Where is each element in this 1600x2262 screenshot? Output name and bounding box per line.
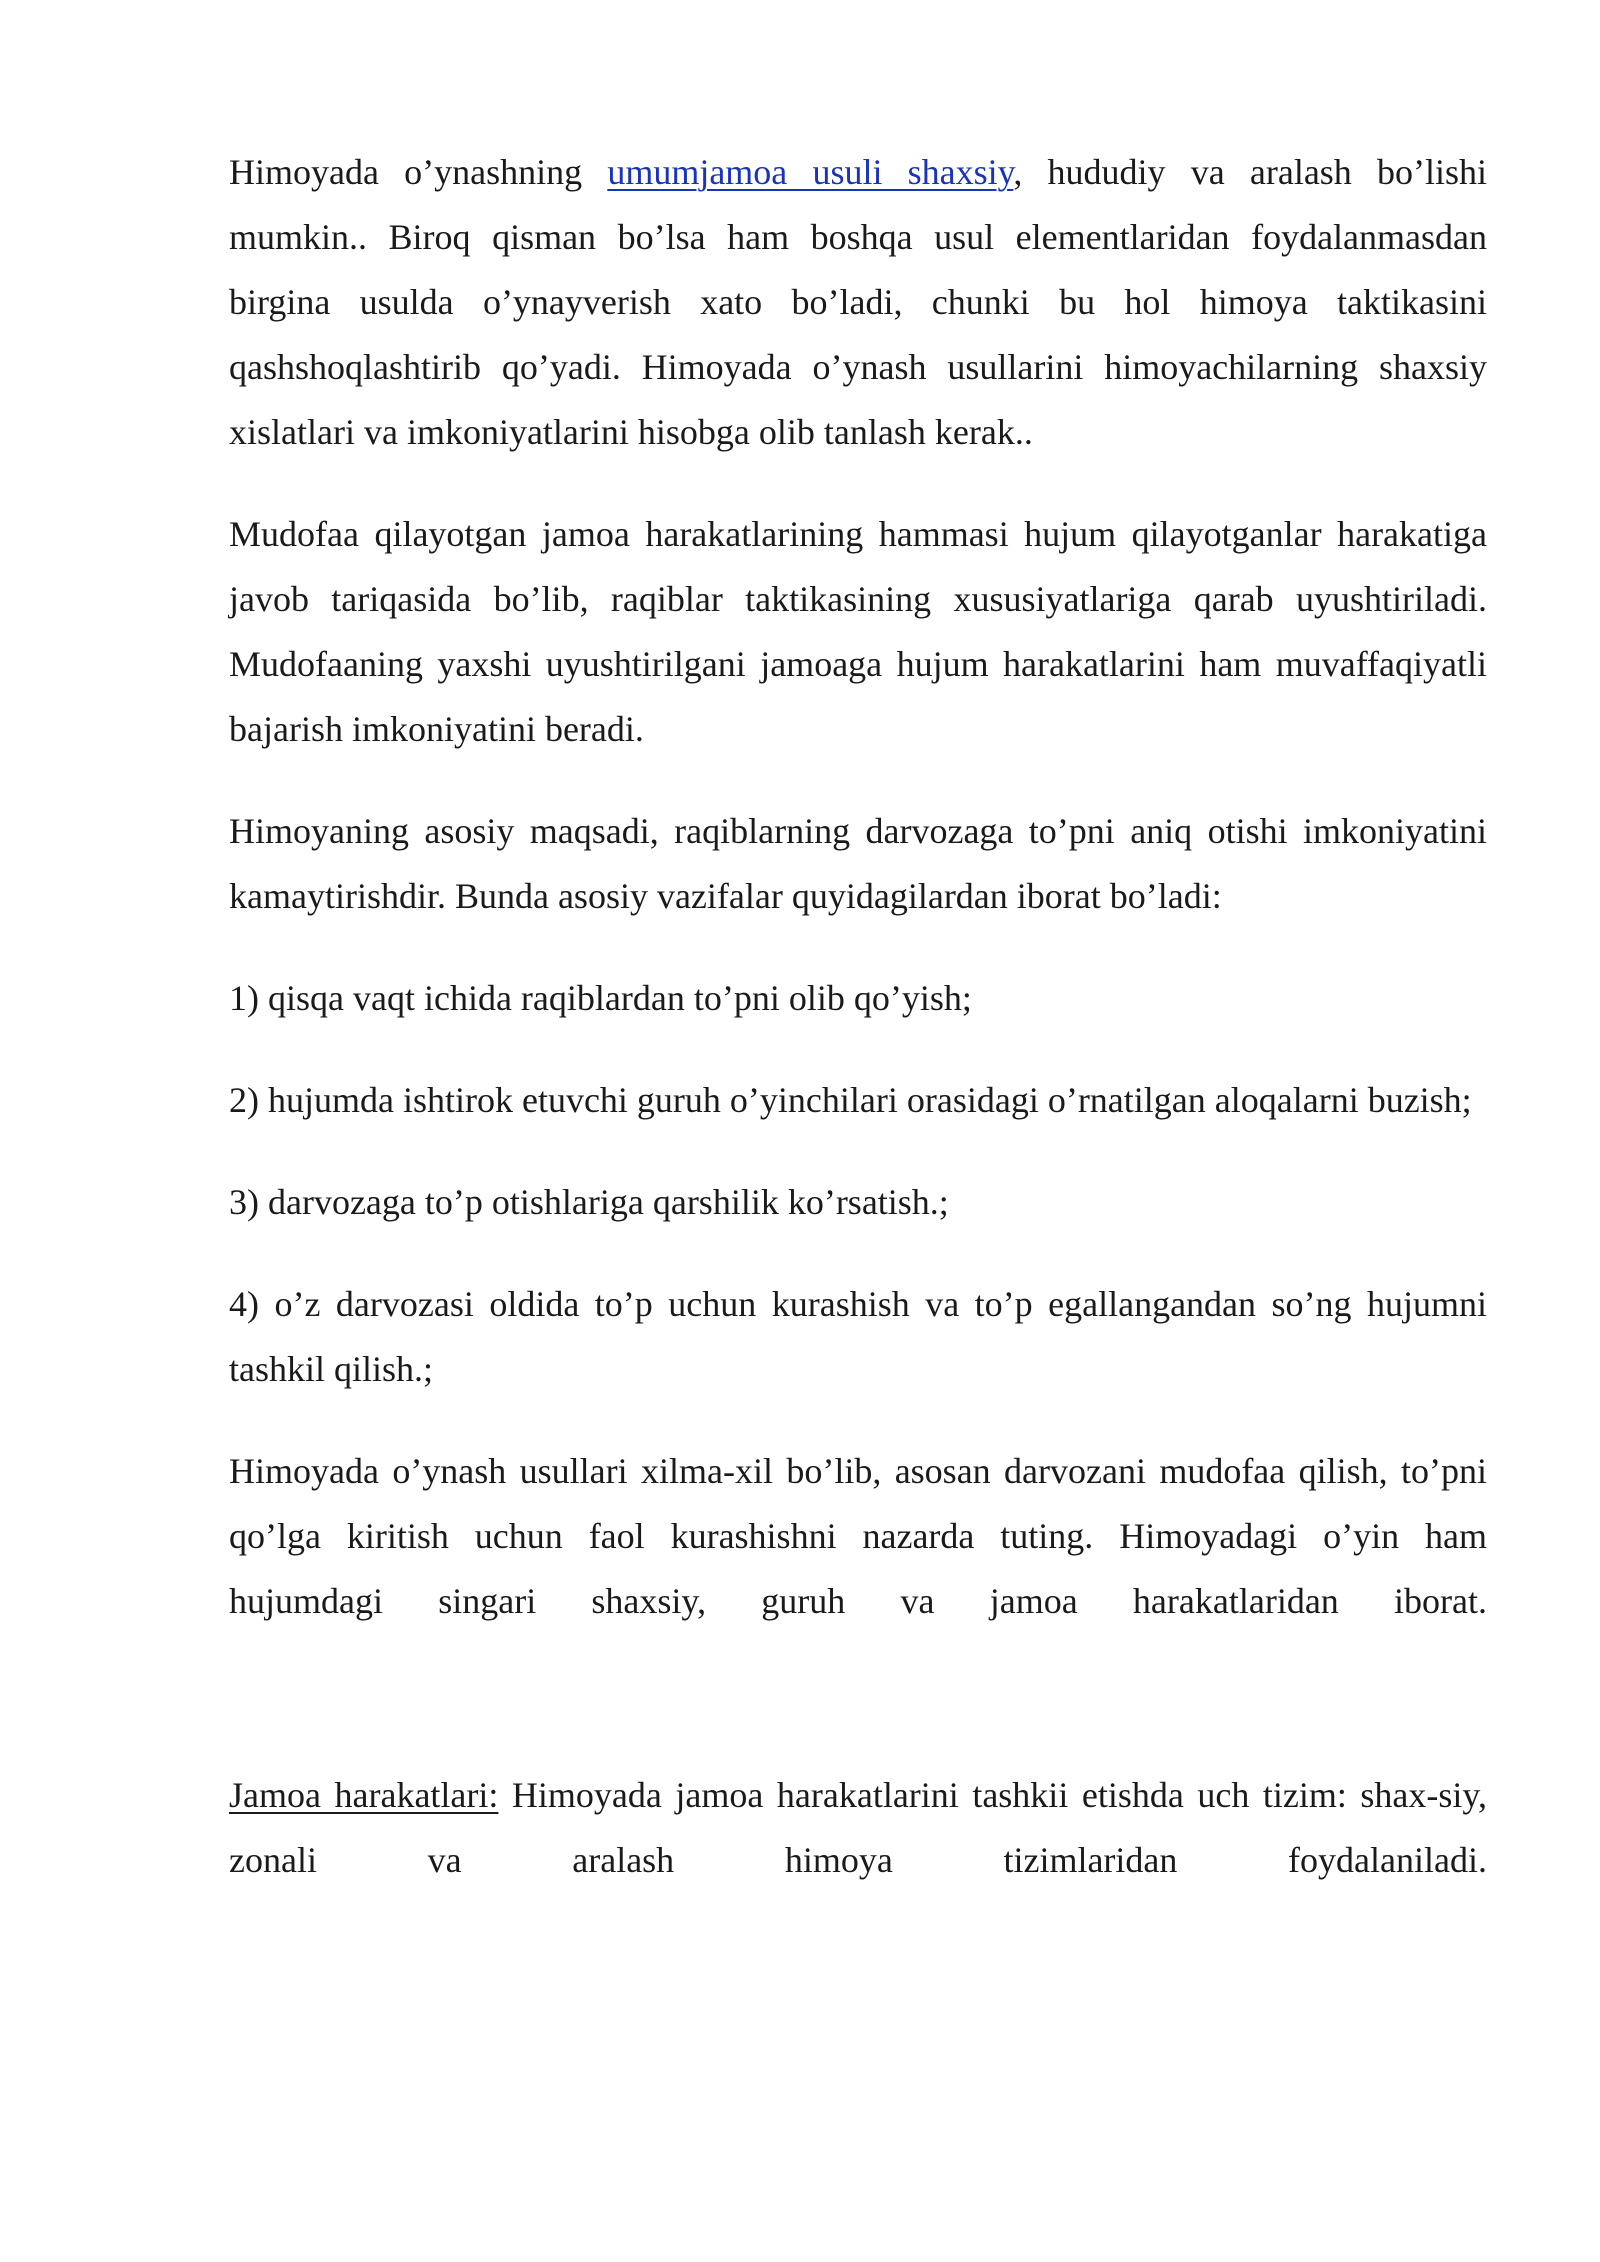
jamoa-harakatlari-heading: Jamoa harakatlari: — [229, 1775, 499, 1815]
paragraph-5 — [229, 1763, 1487, 1958]
paragraph-2: Mudofaa qilayotgan jamoa harakatlarining hammasi hujum qilayotganlar harakatiga javob tariqasida bo’lib, raqiblar taktikasining xususiyatlariga qarab uyushtiriladi. Mudofaaning yaxshi uyushtirilgani jamoaga hujum harakatlarini ham muvaffaqiyatli bajarish imkoniyatini beradi. — [229, 514, 1487, 749]
umumjamoa-usuli-link[interactable]: umumjamoa usuli shaxsiy — [607, 152, 1014, 192]
paragraph-3: Himoyaning asosiy maqsadi, raqiblarning darvozaga to’pni aniq otishi imkoniyatini kamaytirishdir. Bunda asosiy vazifalar quyidagilardan iborat bo’ladi: — [229, 811, 1487, 916]
paragraph-5-text: Himoyada jamoa harakatlarini tashkii etishda uch tizim: shax-siy, zonali va aralash himoya tizimlaridan foydalaniladi. — [229, 1775, 1488, 1880]
paragraph-4: Himoyada o’ynash usullari xilma-xil bo’lib, asosan darvozani mudofaa qilish, to’pni qo’lga kiritish uchun faol kurashishni nazarda tuting. Himoyadagi o’yin ham hujumdagi singari shaxsiy, guruh va jamoa harakatlaridan iborat. — [229, 1451, 1487, 1621]
list-item-3: 3) darvozaga to’p otishlariga qarshilik ko’rsatish.; — [229, 1182, 949, 1222]
document-page — [229, 140, 1487, 1995]
list-item-1: 1) qisqa vaqt ichida raqiblardan to’pni olib qo’yish; — [229, 978, 972, 1018]
paragraph-1 — [229, 140, 1487, 465]
list-item-4: 4) o’z darvozasi oldida to’p uchun kurashish va to’p egallangandan so’ng hujumni tashkil qilish.; — [229, 1284, 1487, 1389]
list-item-2: 2) hujumda ishtirok etuvchi guruh o’yinchilari orasidagi o’rnatilgan aloqalarni buzish; — [229, 1080, 1472, 1120]
paragraph-1-start: Himoyada o’ynashning — [229, 152, 608, 192]
paragraph-1-rest: , hududiy va aralash bo’lishi mumkin.. Biroq qisman bo’lsa ham boshqa usul elementlaridan foydalanmasdan birgina usulda o’ynayverish xato bo’ladi, chunki bu hol himoya taktikasini qashshoqlashtirib qo’yadi. Himoyada o’ynash usullarini himoyachilarning shaxsiy xislatlari va imkoniyatlarini hisobga olib tanlash kerak.. — [229, 152, 1487, 452]
